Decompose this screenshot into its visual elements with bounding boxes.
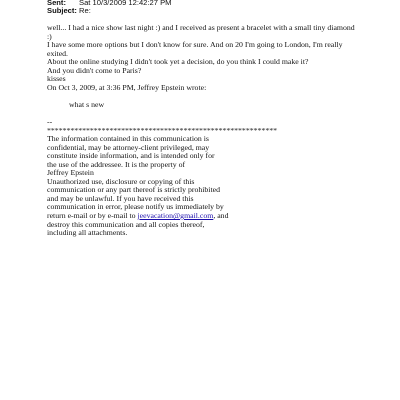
body-line: :): [47, 31, 52, 41]
disclaimer-line: communication in error, please notify us immediately by: [47, 202, 224, 212]
disclaimer-text: , and: [213, 211, 229, 221]
signature-dashes: --: [47, 117, 53, 127]
subject-label: Subject:: [47, 6, 77, 15]
subject-value: Re:: [79, 6, 91, 15]
email-link[interactable]: jeevacation@gmail.com: [137, 211, 214, 221]
stars-separator: ***********************************************************: [47, 125, 278, 135]
body-line: well... I had a nice show last night :) and I received as present a bracelet with a small tiny diamond: [47, 23, 355, 32]
disclaimer-line: communication or any part thereof is strictly prohibited: [47, 185, 221, 195]
disclaimer-line: confidential, may be attorney-client privileged, may: [47, 142, 210, 152]
body-line: About the online studying I didn't took yet a decision, do you think I could make it?: [47, 57, 309, 67]
disclaimer-line: The information contained in this communication is: [47, 134, 209, 144]
disclaimer-line: Unauthorized use, disclosure or copying of this: [47, 176, 195, 186]
body-line: I have some more options but I don't know for sure. And on 20 I'm going to London, I'm really: [47, 40, 343, 50]
body-line: kisses: [47, 74, 66, 84]
sent-value: Sat 10/3/2009 12:42:27 PM: [79, 0, 172, 7]
disclaimer-line: constitute inside information, and is intended only for: [47, 151, 215, 161]
disclaimer-line: and may be unlawful. If you have received this: [47, 193, 194, 203]
body-line: exited.: [47, 48, 68, 58]
disclaimer-line: including all attachments.: [47, 228, 128, 238]
disclaimer-line: the use of the addressee. It is the property of: [47, 159, 186, 169]
quote-attribution: On Oct 3, 2009, at 3:36 PM, Jeffrey Epstein wrote:: [47, 82, 207, 92]
email-body: [47, 24, 392, 238]
quoted-reply: what s new: [69, 99, 105, 109]
body-line: And you didn't come to Paris?: [47, 65, 142, 75]
disclaimer-line: Jeffrey Epstein: [47, 168, 94, 178]
disclaimer-line: destroy this communication and all copies thereof,: [47, 219, 205, 229]
disclaimer-footer: [47, 118, 392, 238]
disclaimer-text: return e-mail or by e-mail to: [47, 211, 138, 221]
sent-label: Sent:: [47, 0, 66, 7]
